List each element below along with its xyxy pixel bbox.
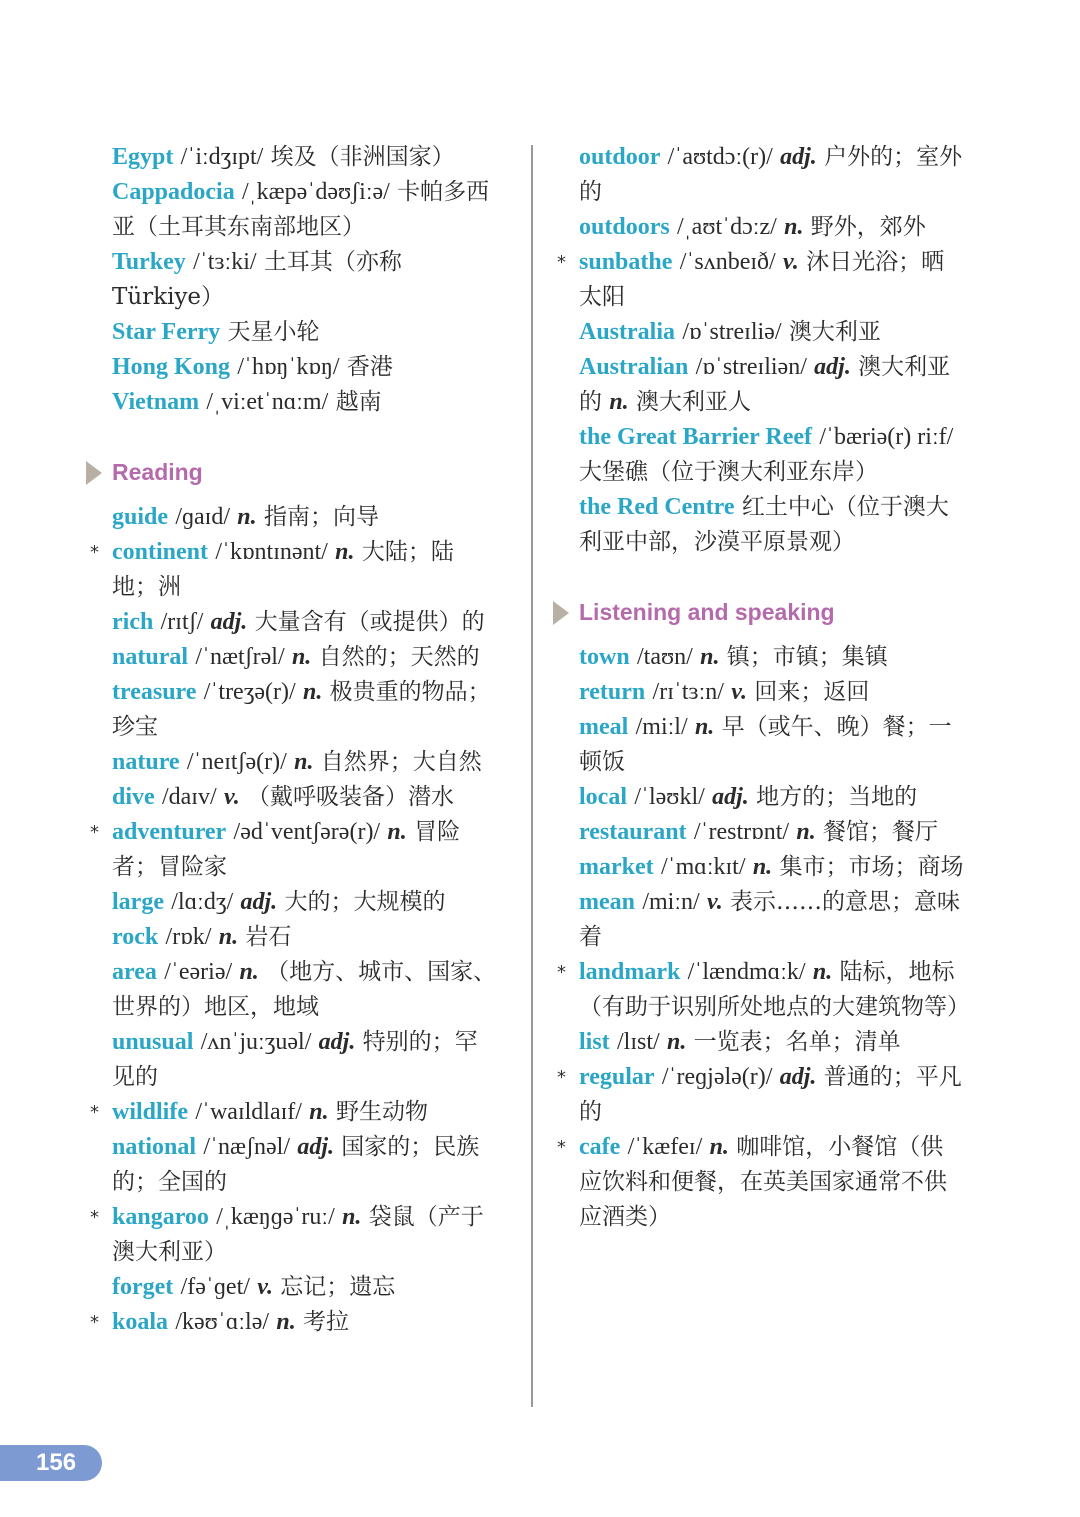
entry-definition: 户外的；室外的 xyxy=(579,144,963,205)
entry-part-of-speech: n. xyxy=(700,644,720,670)
entry-definition: 自然界；大自然 xyxy=(320,749,482,775)
entry-part-of-speech: n. xyxy=(752,854,773,880)
vocab-entry xyxy=(112,1025,497,1095)
entry-phonetic: /ˈeəriə/ xyxy=(164,959,233,985)
entry-part-of-speech: n. xyxy=(335,539,355,565)
entry-headword: Hong Kong xyxy=(112,354,231,380)
key-word-star-icon: * xyxy=(557,962,566,983)
entry-headword: Star Ferry xyxy=(112,319,221,345)
entry-headword: natural xyxy=(112,644,189,670)
entry-headword: Turkey xyxy=(112,249,186,275)
vocab-entry xyxy=(112,675,497,745)
entry-definition: 卡帕多西亚（土耳其东南部地区） xyxy=(112,179,490,240)
vocab-entry xyxy=(90,535,497,605)
vocab-entry xyxy=(579,815,964,850)
vocab-entry xyxy=(557,1130,964,1235)
entry-part-of-speech: v. xyxy=(257,1274,273,1300)
entry-definition: 忘记；遗忘 xyxy=(280,1274,396,1300)
entry-definition: 大的；大规模的 xyxy=(284,889,446,915)
entry-phonetic: /ˈlændmɑːk/ xyxy=(687,959,806,985)
entry-headword: wildlife xyxy=(112,1099,188,1125)
key-word-star-icon: * xyxy=(90,1207,99,1228)
entry-definition: 指南；向导 xyxy=(263,504,379,530)
entry-phonetic: /ˈreɡjələ(r)/ xyxy=(661,1064,773,1090)
entry-definition: 陆标，地标（有助于识别所处地点的大建筑物等） xyxy=(579,959,970,1020)
entry-definition: 土耳其（亦称 Türkiye） xyxy=(112,249,402,310)
entry-phonetic: /ˈsʌnbeɪð/ xyxy=(679,249,776,275)
entry-phonetic: /ˈləʊkl/ xyxy=(634,784,705,810)
entry-part-of-speech: v. xyxy=(706,889,723,915)
key-word-star-icon: * xyxy=(557,252,566,273)
entry-part-of-speech: adj. xyxy=(210,609,248,635)
entry-headword: continent xyxy=(112,539,208,565)
entry-definition: 集市；市场；商场 xyxy=(779,854,964,880)
entry-part-of-speech: n. xyxy=(276,1309,296,1335)
vocab-entry xyxy=(112,780,497,815)
entry-phonetic: /ˈaʊtdɔː(r)/ xyxy=(667,144,773,170)
vocab-entry xyxy=(90,1200,497,1270)
section-title: Reading xyxy=(112,459,203,485)
vocab-entry xyxy=(579,710,964,780)
vocab-entry xyxy=(112,350,497,385)
entry-definition: 镇；市镇；集镇 xyxy=(726,644,888,670)
entry-part-of-speech-2: n. xyxy=(609,389,629,415)
entry-headword: the Great Barrier Reef xyxy=(579,424,813,450)
vocab-entry xyxy=(90,815,497,885)
entry-headword: return xyxy=(579,679,646,705)
entry-definition: 表示……的意思；意味着 xyxy=(579,889,961,950)
section-heading xyxy=(553,595,964,630)
vocab-entry xyxy=(579,420,964,490)
entry-part-of-speech: n. xyxy=(218,924,239,950)
entry-definition: 咖啡馆，小餐馆（供应饮料和便餐，在英美国家通常不供应酒类） xyxy=(579,1134,947,1230)
entry-part-of-speech: n. xyxy=(302,679,323,705)
entry-phonetic: /ˈiːdʒɪpt/ xyxy=(180,144,264,170)
vocab-entry xyxy=(112,1270,497,1305)
entry-phonetic: /lɪst/ xyxy=(616,1029,660,1055)
entry-definition: 袋鼠（产于澳大利亚） xyxy=(112,1204,484,1265)
entry-phonetic: /ˈnætʃrəl/ xyxy=(195,644,285,670)
entry-phonetic: /ˈbæriə(r) riːf/ xyxy=(819,424,954,450)
key-word-star-icon: * xyxy=(90,1102,99,1123)
entry-definition: 早（或午、晚）餐；一顿饭 xyxy=(579,714,952,775)
entry-headword: rock xyxy=(112,924,159,950)
entry-headword: outdoor xyxy=(579,144,661,170)
entry-definition: 地方的；当地的 xyxy=(756,784,918,810)
entry-phonetic: /ˈhɒŋˈkɒŋ/ xyxy=(237,354,340,380)
entry-phonetic: /daɪv/ xyxy=(161,784,217,810)
entry-definition: 回来；返回 xyxy=(754,679,870,705)
vocab-entry xyxy=(579,640,964,675)
entry-definition: 普通的；平凡的 xyxy=(579,1064,962,1125)
entry-definition: 自然的；天然的 xyxy=(318,644,480,670)
entry-definition: 岩石 xyxy=(245,924,292,950)
section-triangle-icon xyxy=(86,461,102,485)
entry-definition: 餐馆；餐厅 xyxy=(823,819,939,845)
entry-phonetic: /lɑːdʒ/ xyxy=(171,889,234,915)
entry-headword: Egypt xyxy=(112,144,174,170)
entry-headword: landmark xyxy=(579,959,681,985)
entry-headword: restaurant xyxy=(579,819,687,845)
entry-definition: 冒险者；冒险家 xyxy=(112,819,461,880)
entry-definition: 越南 xyxy=(335,389,382,415)
vocab-entry xyxy=(112,745,497,780)
entry-phonetic: /ˌaʊtˈdɔːz/ xyxy=(677,214,777,240)
entry-headword: dive xyxy=(112,784,155,810)
entry-headword: nature xyxy=(112,749,180,775)
entry-phonetic: /ˈneɪtʃə(r)/ xyxy=(186,749,287,775)
entry-headword: kangaroo xyxy=(112,1204,209,1230)
entry-headword: forget xyxy=(112,1274,174,1300)
entry-part-of-speech: n. xyxy=(796,819,816,845)
vocab-entry xyxy=(112,500,497,535)
entry-phonetic: /ˌkæŋɡəˈruː/ xyxy=(216,1204,335,1230)
key-word-star-icon: * xyxy=(557,1137,566,1158)
vocab-entry xyxy=(579,490,964,560)
entry-part-of-speech: v. xyxy=(223,784,240,810)
entry-definition: 沐日光浴；晒太阳 xyxy=(579,249,945,310)
entry-definition: （戴呼吸装备）潜水 xyxy=(247,784,455,810)
entry-phonetic: /kəʊˈɑːlə/ xyxy=(175,1309,270,1335)
entry-part-of-speech: adj. xyxy=(240,889,278,915)
entry-part-of-speech: n. xyxy=(694,714,715,740)
left-column xyxy=(90,140,497,1340)
entry-headword: Australia xyxy=(579,319,675,345)
entry-phonetic: /ɡaɪd/ xyxy=(175,504,230,530)
entry-definition: 天星小轮 xyxy=(227,319,320,345)
entry-part-of-speech: n. xyxy=(309,1099,329,1125)
vocab-entry xyxy=(579,1025,964,1060)
entry-part-of-speech: n. xyxy=(812,959,833,985)
vocab-entry xyxy=(579,140,964,210)
entry-part-of-speech: n. xyxy=(237,504,257,530)
entry-part-of-speech: adj. xyxy=(297,1134,334,1160)
vocab-entry xyxy=(557,955,970,1025)
entry-definition: 一览表；名单；清单 xyxy=(693,1029,901,1055)
entry-definition: 特别的；罕见的 xyxy=(112,1029,478,1090)
entry-phonetic: /rɒk/ xyxy=(165,924,212,950)
entry-headword: rich xyxy=(112,609,154,635)
vocab-entry xyxy=(90,1095,497,1130)
entry-part-of-speech: adj. xyxy=(814,354,851,380)
entry-part-of-speech: v. xyxy=(731,679,748,705)
vocab-entry xyxy=(579,350,964,420)
entry-headword: national xyxy=(112,1134,197,1160)
entry-definition: 大堡礁（位于澳大利亚东岸） xyxy=(579,459,878,485)
entry-headword: unusual xyxy=(112,1029,194,1055)
section-heading xyxy=(86,455,497,490)
key-word-star-icon: * xyxy=(90,1312,99,1333)
entry-definition: 埃及（非洲国家） xyxy=(270,144,455,170)
vocab-entry xyxy=(579,675,964,710)
vocab-entry xyxy=(112,605,497,640)
vocab-entry xyxy=(112,175,497,245)
vocab-entry xyxy=(112,1130,497,1200)
key-word-star-icon: * xyxy=(90,542,99,563)
entry-headword: meal xyxy=(579,714,629,740)
entry-part-of-speech: n. xyxy=(387,819,407,845)
entry-headword: Vietnam xyxy=(112,389,200,415)
vocab-entry xyxy=(557,245,964,315)
entry-phonetic: /ˈkɒntɪnənt/ xyxy=(215,539,328,565)
entry-phonetic: /ɒˈstreɪliən/ xyxy=(695,354,807,380)
section-title: Listening and speaking xyxy=(579,599,835,625)
section-gap xyxy=(112,420,497,455)
vocab-entry xyxy=(579,210,964,245)
entry-phonetic: /ˈtɜːki/ xyxy=(193,249,257,275)
entry-part-of-speech: n. xyxy=(666,1029,687,1055)
entry-phonetic: /ˌkæpəˈdəʊʃiːə/ xyxy=(242,179,390,205)
entry-phonetic: /rɪˈtɜːn/ xyxy=(652,679,724,705)
entry-phonetic: /rɪtʃ/ xyxy=(160,609,204,635)
entry-phonetic: /miːn/ xyxy=(642,889,700,915)
entry-headword: large xyxy=(112,889,164,915)
vocab-entry xyxy=(112,140,497,175)
vocab-entry xyxy=(112,640,497,675)
section-triangle-icon xyxy=(553,601,569,625)
column-divider xyxy=(531,145,533,1407)
entry-definition: 香港 xyxy=(346,354,393,380)
entry-definition: 大陆；陆地；洲 xyxy=(112,539,454,600)
entry-phonetic: /ˈnæʃnəl/ xyxy=(203,1134,290,1160)
entry-part-of-speech: adj. xyxy=(779,1064,817,1090)
entry-phonetic: /miːl/ xyxy=(635,714,688,740)
section-gap xyxy=(579,560,964,595)
entry-part-of-speech: n. xyxy=(239,959,259,985)
entry-headword: list xyxy=(579,1029,610,1055)
entry-headword: Cappadocia xyxy=(112,179,235,205)
entry-phonetic: /ˈwaɪldlaɪf/ xyxy=(195,1099,302,1125)
entry-phonetic: /ədˈventʃərə(r)/ xyxy=(233,819,381,845)
vocab-entry xyxy=(112,315,497,350)
entry-definition: 极贵重的物品；珍宝 xyxy=(112,679,491,740)
entry-headword: Australian xyxy=(579,354,689,380)
entry-part-of-speech: n. xyxy=(709,1134,729,1160)
right-column xyxy=(557,140,970,1235)
entry-headword: koala xyxy=(112,1309,169,1335)
entry-phonetic: /ˈtreʒə(r)/ xyxy=(203,679,296,705)
vocab-entry xyxy=(579,780,964,815)
entry-definition: 考拉 xyxy=(303,1309,350,1335)
entry-headword: town xyxy=(579,644,630,670)
entry-phonetic: /fəˈɡet/ xyxy=(180,1274,250,1300)
entry-definition: 澳大利亚 xyxy=(788,319,881,345)
vocab-entry xyxy=(112,955,497,1025)
entry-phonetic: /ˈrestrɒnt/ xyxy=(693,819,790,845)
entry-definition: 大量含有（或提供）的 xyxy=(254,609,485,635)
entry-phonetic: /ˈkæfeɪ/ xyxy=(627,1134,703,1160)
entry-phonetic: /ɒˈstreɪliə/ xyxy=(682,319,782,345)
entry-definition: 红土中心（位于澳大利亚中部，沙漠平原景观） xyxy=(579,494,949,555)
entry-phonetic: /taʊn/ xyxy=(636,644,693,670)
vocab-entry xyxy=(90,1305,497,1340)
vocab-entry xyxy=(112,245,497,315)
entry-headword: treasure xyxy=(112,679,197,705)
vocab-entry xyxy=(579,850,964,885)
entry-headword: market xyxy=(579,854,654,880)
entry-headword: regular xyxy=(579,1064,655,1090)
entry-headword: mean xyxy=(579,889,635,915)
entry-definition: 国家的；民族的；全国的 xyxy=(112,1134,480,1195)
entry-headword: area xyxy=(112,959,157,985)
entry-part-of-speech: adj. xyxy=(318,1029,356,1055)
vocab-entry xyxy=(579,315,964,350)
entry-headword: the Red Centre xyxy=(579,494,735,520)
entry-phonetic: /ˌviːetˈnɑːm/ xyxy=(206,389,329,415)
entry-part-of-speech: n. xyxy=(784,214,804,240)
entry-definition: 野外，郊外 xyxy=(810,214,926,240)
entry-part-of-speech: n. xyxy=(294,749,314,775)
vocab-entry xyxy=(557,1060,964,1130)
entry-definition: （地方、城市、国家、世界的）地区，地域 xyxy=(112,959,497,1020)
entry-definition: 野生动物 xyxy=(335,1099,428,1125)
vocab-entry xyxy=(112,920,497,955)
entry-headword: sunbathe xyxy=(579,249,673,275)
entry-definition-2: 澳大利亚人 xyxy=(635,389,751,415)
entry-part-of-speech: n. xyxy=(291,644,312,670)
entry-headword: outdoors xyxy=(579,214,670,240)
key-word-star-icon: * xyxy=(557,1067,566,1088)
entry-headword: cafe xyxy=(579,1134,621,1160)
vocab-entry xyxy=(112,885,497,920)
vocab-entry xyxy=(112,385,497,420)
entry-headword: adventurer xyxy=(112,819,227,845)
page-number: 156 xyxy=(0,1445,102,1481)
entry-headword: guide xyxy=(112,504,169,530)
entry-headword: local xyxy=(579,784,627,810)
entry-part-of-speech: v. xyxy=(783,249,799,275)
entry-phonetic: /ʌnˈjuːʒuəl/ xyxy=(200,1029,312,1055)
key-word-star-icon: * xyxy=(90,822,99,843)
entry-part-of-speech: n. xyxy=(342,1204,362,1230)
entry-part-of-speech: adj. xyxy=(712,784,749,810)
entry-phonetic: /ˈmɑːkɪt/ xyxy=(660,854,746,880)
entry-part-of-speech: adj. xyxy=(780,144,817,170)
vocab-entry xyxy=(579,885,964,955)
entry-definition: 澳大利亚的 xyxy=(579,354,951,415)
